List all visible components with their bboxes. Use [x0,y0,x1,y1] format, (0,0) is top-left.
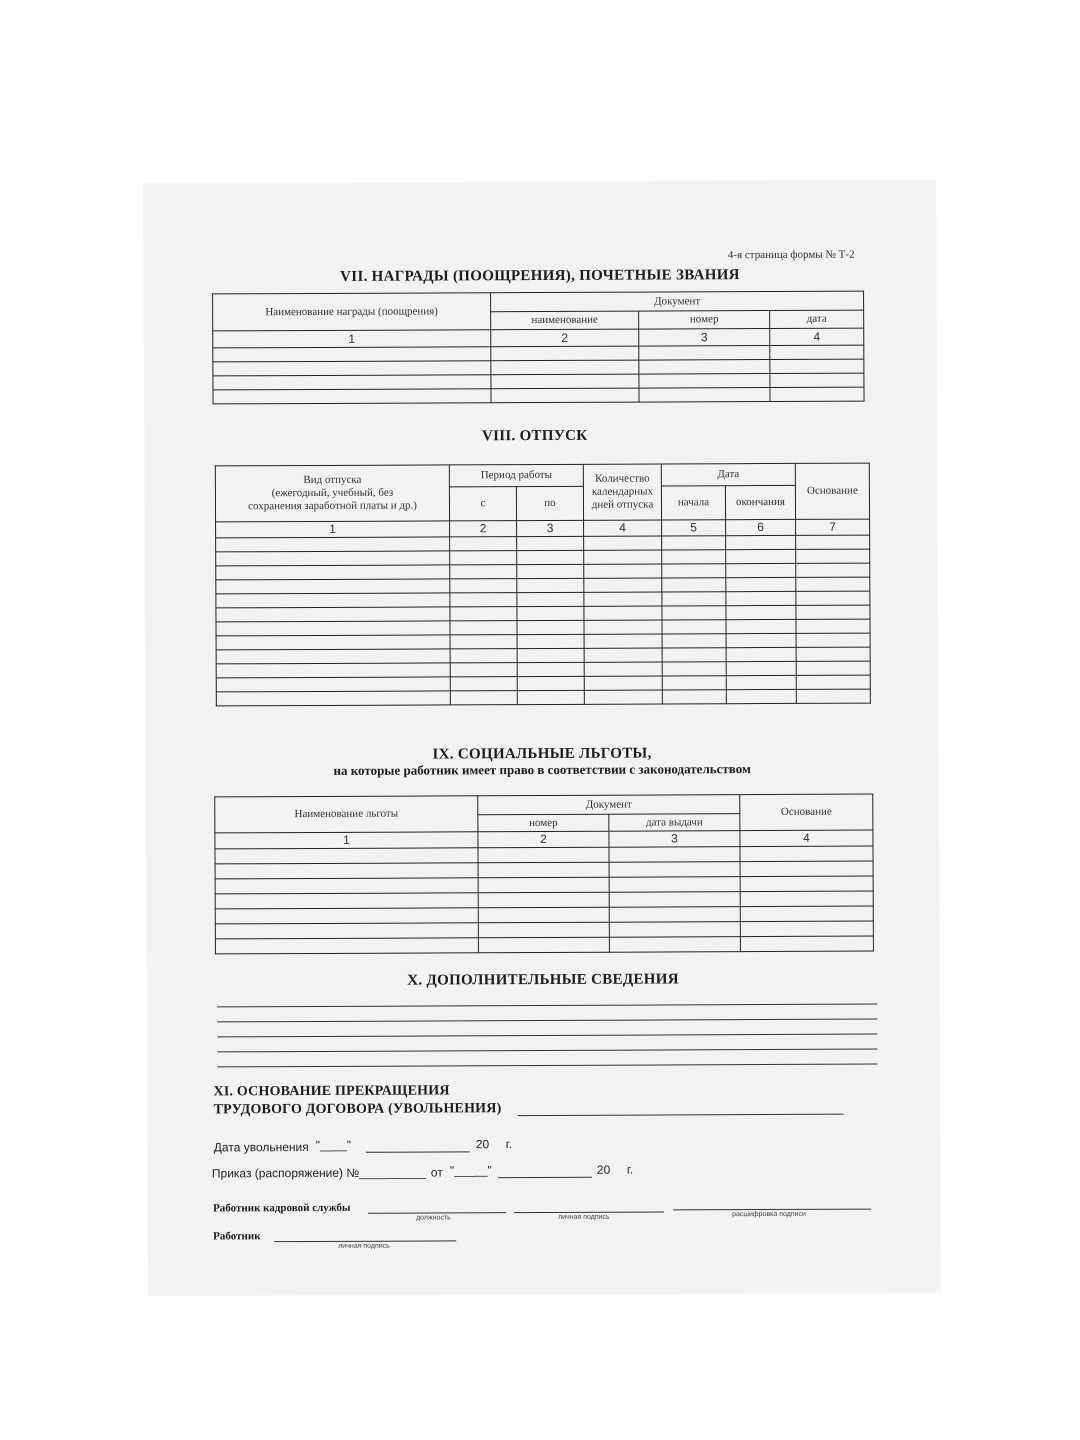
termination-reason-line [518,1114,844,1116]
vacation-col-from: с [449,487,516,521]
order-year: 20 [596,1162,611,1177]
section-11-title-line2: ТРУДОВОГО ДОГОВОРА (УВОЛЬНЕНИЯ) [213,1101,502,1118]
section-11-title-line1: XI. ОСНОВАНИЕ ПРЕКРАЩЕНИЯ [213,1083,450,1100]
dismissal-date-label: Дата увольнения [213,1140,309,1155]
vacation-col-start: начала [661,486,725,520]
benefits-col-doc: Документ [478,795,740,815]
awards-col-doc-date: дата [770,310,864,328]
worker-label: Работник [213,1230,261,1243]
vacation-col-to: по [516,486,583,520]
vacation-col-type: Вид отпуска (ежегодный, учебный, без сохранения заработной платы и др.) [215,465,449,522]
section-9-subtitle: на которые работник имеет право в соответствии с законодательством [333,761,751,778]
caption-worker-signature: личная подпись [338,1242,390,1250]
vacation-col-period: Период работы [449,464,583,487]
col-number: 1 [215,832,478,849]
dismissal-year: 20 [475,1137,490,1152]
col-number: 2 [478,831,609,848]
info-line [217,1004,877,1008]
vacation-col-date: Дата [661,463,795,486]
form-sheet [144,180,941,1295]
awards-col-doc-num: номер [639,311,770,330]
caption-position: должность [416,1214,451,1222]
col-number: 3 [639,329,770,347]
table-row [215,936,873,954]
vacation-col-basis: Основание [795,463,869,519]
col-number: 2 [450,521,517,537]
caption-signature: личная подпись [558,1213,610,1221]
vacation-col-end: окончания [725,485,795,519]
table-row [213,387,864,404]
col-number: 4 [770,328,864,345]
section-9-title: IX. СОЦИАЛЬНЫЕ ЛЬГОТЫ, [432,745,652,763]
info-line [217,1019,877,1023]
info-line [217,1064,877,1068]
col-number: 2 [491,329,639,347]
info-line [217,1049,877,1053]
dismissal-day: "____" [315,1137,352,1152]
col-number: 4 [740,830,873,847]
page-label: 4-я страница формы № Т-2 [727,248,855,262]
col-number: 3 [517,520,584,536]
order-day: "_____" [449,1163,492,1178]
col-number: 1 [213,330,491,348]
col-number: 7 [796,519,870,535]
awards-col-doc: Документ [491,291,864,312]
table-row [216,689,870,706]
awards-table [212,291,865,405]
col-number: 6 [726,519,796,535]
section-8-title: VIII. ОТПУСК [481,427,588,445]
info-line [217,1034,877,1038]
hr-worker-label: Работник кадровой службы [213,1201,351,1215]
dismissal-month-line [366,1151,470,1152]
col-number: 1 [216,521,450,538]
benefits-table [214,794,874,955]
order-label: Приказ (распоряжение) №__________ [211,1165,427,1181]
order-month-line [498,1177,592,1178]
benefits-col-name: Наименование льготы [215,796,478,833]
benefits-col-num: номер [478,814,609,832]
col-number: 5 [662,520,726,536]
dismissal-g: г. [505,1137,513,1152]
col-number: 4 [584,520,662,536]
col-number: 3 [609,831,740,848]
benefits-col-date: дата выдачи [609,814,740,832]
order-g: г. [626,1162,634,1177]
benefits-col-basis: Основание [740,794,873,831]
section-10-title: X. ДОПОЛНИТЕЛЬНЫЕ СВЕДЕНИЯ [407,971,679,989]
caption-decode: расшифровка подписи [732,1210,806,1219]
awards-col-doc-name: наименование [491,311,639,330]
vacation-table [215,463,871,707]
vacation-col-days: Количество календарных дней отпуска [583,464,661,520]
section-7-title: VII. НАГРАДЫ (ПООЩРЕНИЯ), ПОЧЕТНЫЕ ЗВАНИЯ [340,267,740,285]
order-ot: от [430,1165,443,1180]
awards-col-name: Наименование награды (поощрения) [213,293,491,331]
